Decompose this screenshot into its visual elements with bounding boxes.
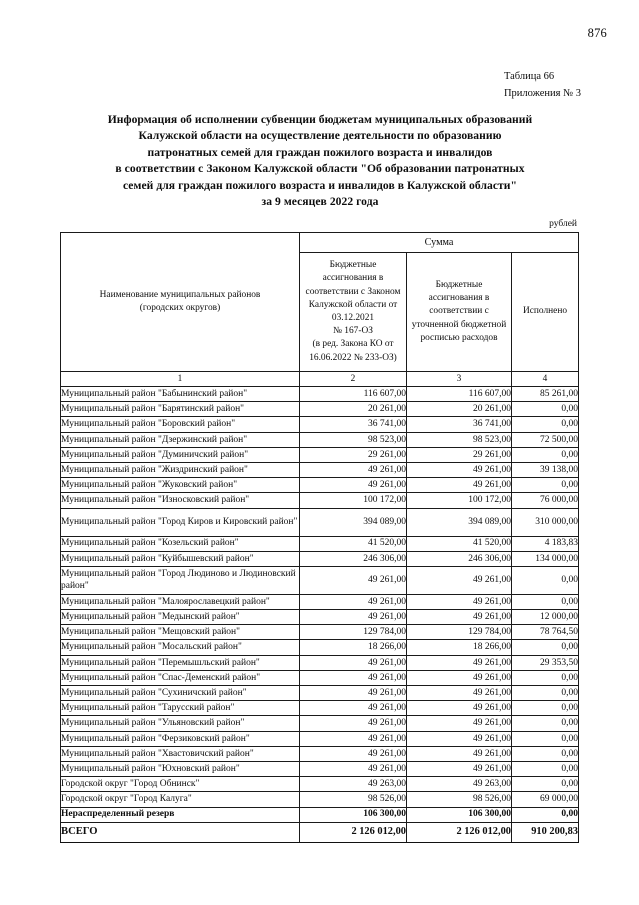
table-row xyxy=(61,432,579,447)
cell-total-col4: 910 200,83 xyxy=(512,822,579,842)
cell-municipality-name: Муниципальный район "Жуковский район" xyxy=(61,478,300,493)
cell-amount-col4: 0,00 xyxy=(512,777,579,792)
cell-amount-col4: 0,00 xyxy=(512,686,579,701)
header-col3-allocations-schedule xyxy=(407,253,512,372)
cell-municipality-name: Муниципальный район "Малоярославецкий район" xyxy=(61,594,300,609)
cell-amount-col3: 98 526,00 xyxy=(407,792,512,807)
cell-amount-col3: 36 741,00 xyxy=(407,417,512,432)
header-col2-line3: соответствии с Законом xyxy=(305,286,401,297)
column-number-4: 4 xyxy=(512,372,579,387)
cell-municipality-name: Муниципальный район "Жиздринский район" xyxy=(61,462,300,477)
cell-amount-col2: 129 784,00 xyxy=(300,625,407,640)
cell-amount-col4: 29 353,50 xyxy=(512,655,579,670)
cell-amount-col2: 49 261,00 xyxy=(300,686,407,701)
header-col3-line5: росписью расходов xyxy=(420,332,498,343)
table-row xyxy=(61,387,579,402)
cell-municipality-name: Муниципальный район "Мещовский район" xyxy=(61,625,300,640)
cell-amount-col4: 0,00 xyxy=(512,447,579,462)
header-col3-line3: соответствии с xyxy=(429,306,489,317)
cell-amount-col3: 49 261,00 xyxy=(407,566,512,594)
cell-amount-col2: 49 261,00 xyxy=(300,670,407,685)
column-number-3: 3 xyxy=(407,372,512,387)
cell-amount-col2: 49 261,00 xyxy=(300,746,407,761)
title-line-5: семей для граждан пожилого возраста и инвалидов в Калужской области" xyxy=(122,178,518,192)
cell-municipality-name: Муниципальный район "Ульяновский район" xyxy=(61,716,300,731)
table-row xyxy=(61,551,579,566)
column-number-row xyxy=(61,372,579,387)
table-row xyxy=(61,777,579,792)
cell-amount-col3: 49 263,00 xyxy=(407,777,512,792)
cell-amount-col4: 0,00 xyxy=(512,807,579,822)
cell-municipality-name: Муниципальный район "Барятинский район" xyxy=(61,402,300,417)
cell-amount-col2: 106 300,00 xyxy=(300,807,407,822)
cell-amount-col4: 310 000,00 xyxy=(512,508,579,536)
title-line-2: Калужской области на осуществление деятельности по образованию xyxy=(138,129,502,143)
header-col2-line8: 16.06.2022 № 233-ОЗ) xyxy=(309,352,397,363)
cell-amount-col4: 0,00 xyxy=(512,701,579,716)
header-municipality-line2: (городских округов) xyxy=(139,303,221,313)
table-row xyxy=(61,402,579,417)
table-row xyxy=(61,417,579,432)
cell-municipality-name: Городской округ "Город Обнинск" xyxy=(61,777,300,792)
cell-amount-col2: 20 261,00 xyxy=(300,402,407,417)
cell-amount-col3: 49 261,00 xyxy=(407,670,512,685)
cell-amount-col2: 49 261,00 xyxy=(300,594,407,609)
cell-amount-col3: 106 300,00 xyxy=(407,807,512,822)
cell-amount-col2: 116 607,00 xyxy=(300,387,407,402)
header-row-group xyxy=(61,233,579,253)
title-line-4: в соответствии с Законом Калужской области "Об образовании патронатных xyxy=(115,162,525,176)
title-line-6: за 9 месяцев 2022 года xyxy=(261,195,379,209)
cell-amount-col4: 4 183,83 xyxy=(512,536,579,551)
cell-amount-col4: 12 000,00 xyxy=(512,610,579,625)
cell-amount-col2: 18 266,00 xyxy=(300,640,407,655)
cell-amount-col2: 98 526,00 xyxy=(300,792,407,807)
cell-amount-col3: 49 261,00 xyxy=(407,701,512,716)
cell-municipality-name: Муниципальный район "Город Киров и Кировский район" xyxy=(61,508,300,536)
header-col2-line7: (в ред. Закона КО от xyxy=(312,339,394,350)
cell-amount-col3: 49 261,00 xyxy=(407,462,512,477)
table-row xyxy=(61,716,579,731)
cell-amount-col4: 72 500,00 xyxy=(512,432,579,447)
cell-amount-col2: 49 261,00 xyxy=(300,655,407,670)
cell-amount-col2: 36 741,00 xyxy=(300,417,407,432)
table-row xyxy=(61,746,579,761)
cell-amount-col3: 246 306,00 xyxy=(407,551,512,566)
cell-amount-col2: 49 261,00 xyxy=(300,731,407,746)
cell-municipality-name: Муниципальный район "Дзержинский район" xyxy=(61,432,300,447)
cell-total-col3: 2 126 012,00 xyxy=(407,822,512,842)
cell-municipality-name: Муниципальный район "Хвастовичский район" xyxy=(61,746,300,761)
cell-amount-col3: 20 261,00 xyxy=(407,402,512,417)
table-row xyxy=(61,640,579,655)
header-col3-line4: уточненной бюджетной xyxy=(411,319,507,330)
header-col2-line1: Бюджетные xyxy=(329,260,377,271)
header-col2-allocations-law xyxy=(300,253,407,372)
cell-amount-col3: 49 261,00 xyxy=(407,594,512,609)
cell-municipality-name: Муниципальный район "Думиничский район" xyxy=(61,447,300,462)
cell-amount-col4: 0,00 xyxy=(512,731,579,746)
cell-amount-col3: 29 261,00 xyxy=(407,447,512,462)
document-reference xyxy=(504,68,581,102)
cell-amount-col3: 41 520,00 xyxy=(407,536,512,551)
cell-amount-col3: 100 172,00 xyxy=(407,493,512,508)
cell-total-label: ВСЕГО xyxy=(61,822,300,842)
cell-amount-col3: 18 266,00 xyxy=(407,640,512,655)
table-row xyxy=(61,731,579,746)
table-row xyxy=(61,655,579,670)
table-row xyxy=(61,594,579,609)
cell-amount-col4: 85 261,00 xyxy=(512,387,579,402)
header-col2-line4: Калужской области от xyxy=(308,299,398,310)
cell-amount-col4: 0,00 xyxy=(512,594,579,609)
page-number: 876 xyxy=(587,26,607,40)
table-row xyxy=(61,792,579,807)
cell-amount-col4: 0,00 xyxy=(512,670,579,685)
table-row xyxy=(61,566,579,594)
header-municipality-line1: Наименование муниципальных районов xyxy=(99,289,261,300)
header-col4-executed: Исполнено xyxy=(512,253,579,372)
cell-municipality-name: Нераспределенный резерв xyxy=(61,807,300,822)
cell-municipality-name: Муниципальный район "Спас-Деменский район" xyxy=(61,670,300,685)
cell-amount-col3: 129 784,00 xyxy=(407,625,512,640)
budget-table xyxy=(60,232,579,843)
table-row xyxy=(61,701,579,716)
header-col2-line6: № 167-ОЗ xyxy=(333,326,373,337)
cell-amount-col3: 49 261,00 xyxy=(407,731,512,746)
title-line-1: Информация об исполнении субвенции бюджетам муниципальных образований xyxy=(107,113,533,126)
cell-amount-col3: 49 261,00 xyxy=(407,716,512,731)
cell-amount-col2: 49 261,00 xyxy=(300,701,407,716)
cell-amount-col3: 98 523,00 xyxy=(407,432,512,447)
cell-amount-col4: 134 000,00 xyxy=(512,551,579,566)
cell-amount-col3: 49 261,00 xyxy=(407,761,512,776)
cell-amount-col4: 39 138,00 xyxy=(512,462,579,477)
table-row xyxy=(61,610,579,625)
cell-amount-col3: 49 261,00 xyxy=(407,686,512,701)
header-sum-group: Сумма xyxy=(300,233,579,253)
cell-amount-col2: 49 261,00 xyxy=(300,761,407,776)
table-row xyxy=(61,447,579,462)
table-header xyxy=(61,233,579,387)
cell-amount-col4: 0,00 xyxy=(512,746,579,761)
table-label: Таблица 66 xyxy=(503,71,555,82)
cell-amount-col4: 69 000,00 xyxy=(512,792,579,807)
cell-amount-col3: 116 607,00 xyxy=(407,387,512,402)
cell-municipality-name: Муниципальный район "Юхновский район" xyxy=(61,761,300,776)
column-number-2: 2 xyxy=(300,372,407,387)
cell-amount-col3: 49 261,00 xyxy=(407,610,512,625)
cell-amount-col4: 0,00 xyxy=(512,566,579,594)
cell-amount-col4: 0,00 xyxy=(512,478,579,493)
title-line-3: патронатных семей для граждан пожилого возраста и инвалидов xyxy=(147,145,493,159)
cell-municipality-name: Городской округ "Город Калуга" xyxy=(61,792,300,807)
header-municipality xyxy=(61,233,300,372)
appendix-label: Приложения № 3 xyxy=(503,88,581,99)
cell-amount-col3: 49 261,00 xyxy=(407,655,512,670)
cell-amount-col4: 0,00 xyxy=(512,640,579,655)
cell-municipality-name: Муниципальный район "Медынский район" xyxy=(61,610,300,625)
header-col3-line2: ассигнования в xyxy=(428,293,490,304)
units-label: рублей xyxy=(549,219,577,229)
table-row xyxy=(61,761,579,776)
cell-amount-col2: 98 523,00 xyxy=(300,432,407,447)
table-row xyxy=(61,625,579,640)
cell-amount-col2: 49 261,00 xyxy=(300,716,407,731)
cell-municipality-name: Муниципальный район "Боровский район" xyxy=(61,417,300,432)
table-row xyxy=(61,686,579,701)
table-row xyxy=(61,670,579,685)
cell-amount-col2: 29 261,00 xyxy=(300,447,407,462)
cell-amount-col2: 100 172,00 xyxy=(300,493,407,508)
cell-municipality-name: Муниципальный район "Мосальский район" xyxy=(61,640,300,655)
cell-amount-col2: 49 261,00 xyxy=(300,610,407,625)
cell-amount-col3: 49 261,00 xyxy=(407,746,512,761)
cell-total-col2: 2 126 012,00 xyxy=(300,822,407,842)
cell-amount-col4: 0,00 xyxy=(512,716,579,731)
cell-amount-col4: 0,00 xyxy=(512,761,579,776)
cell-amount-col2: 246 306,00 xyxy=(300,551,407,566)
cell-amount-col2: 49 261,00 xyxy=(300,478,407,493)
budget-table-container xyxy=(60,232,578,843)
header-col2-line2: ассигнования в xyxy=(322,273,384,284)
cell-amount-col2: 49 261,00 xyxy=(300,566,407,594)
cell-municipality-name: Муниципальный район "Износковский район" xyxy=(61,493,300,508)
table-total-row xyxy=(61,822,579,842)
cell-municipality-name: Муниципальный район "Город Людиново и Людиновский район" xyxy=(61,566,300,594)
cell-amount-col4: 76 000,00 xyxy=(512,493,579,508)
cell-municipality-name: Муниципальный район "Перемышльский район" xyxy=(61,655,300,670)
column-number-1: 1 xyxy=(61,372,300,387)
cell-municipality-name: Муниципальный район "Ферзиковский район" xyxy=(61,731,300,746)
cell-amount-col2: 41 520,00 xyxy=(300,536,407,551)
page-title xyxy=(60,112,580,210)
cell-amount-col4: 0,00 xyxy=(512,402,579,417)
cell-municipality-name: Муниципальный район "Куйбышевский район" xyxy=(61,551,300,566)
table-row xyxy=(61,807,579,822)
table-row xyxy=(61,536,579,551)
table-row xyxy=(61,462,579,477)
cell-amount-col4: 0,00 xyxy=(512,417,579,432)
cell-amount-col2: 49 263,00 xyxy=(300,777,407,792)
cell-municipality-name: Муниципальный район "Козельский район" xyxy=(61,536,300,551)
cell-amount-col3: 49 261,00 xyxy=(407,478,512,493)
header-col2-line5: 03.12.2021 xyxy=(331,313,375,323)
cell-amount-col4: 78 764,50 xyxy=(512,625,579,640)
header-col3-line1: Бюджетные xyxy=(435,279,483,290)
cell-municipality-name: Муниципальный район "Сухиничский район" xyxy=(61,686,300,701)
cell-amount-col2: 394 089,00 xyxy=(300,508,407,536)
cell-municipality-name: Муниципальный район "Бабынинский район" xyxy=(61,387,300,402)
table-row xyxy=(61,508,579,536)
table-row xyxy=(61,493,579,508)
cell-amount-col3: 394 089,00 xyxy=(407,508,512,536)
table-body xyxy=(61,387,579,843)
table-row xyxy=(61,478,579,493)
cell-amount-col2: 49 261,00 xyxy=(300,462,407,477)
cell-municipality-name: Муниципальный район "Тарусский район" xyxy=(61,701,300,716)
